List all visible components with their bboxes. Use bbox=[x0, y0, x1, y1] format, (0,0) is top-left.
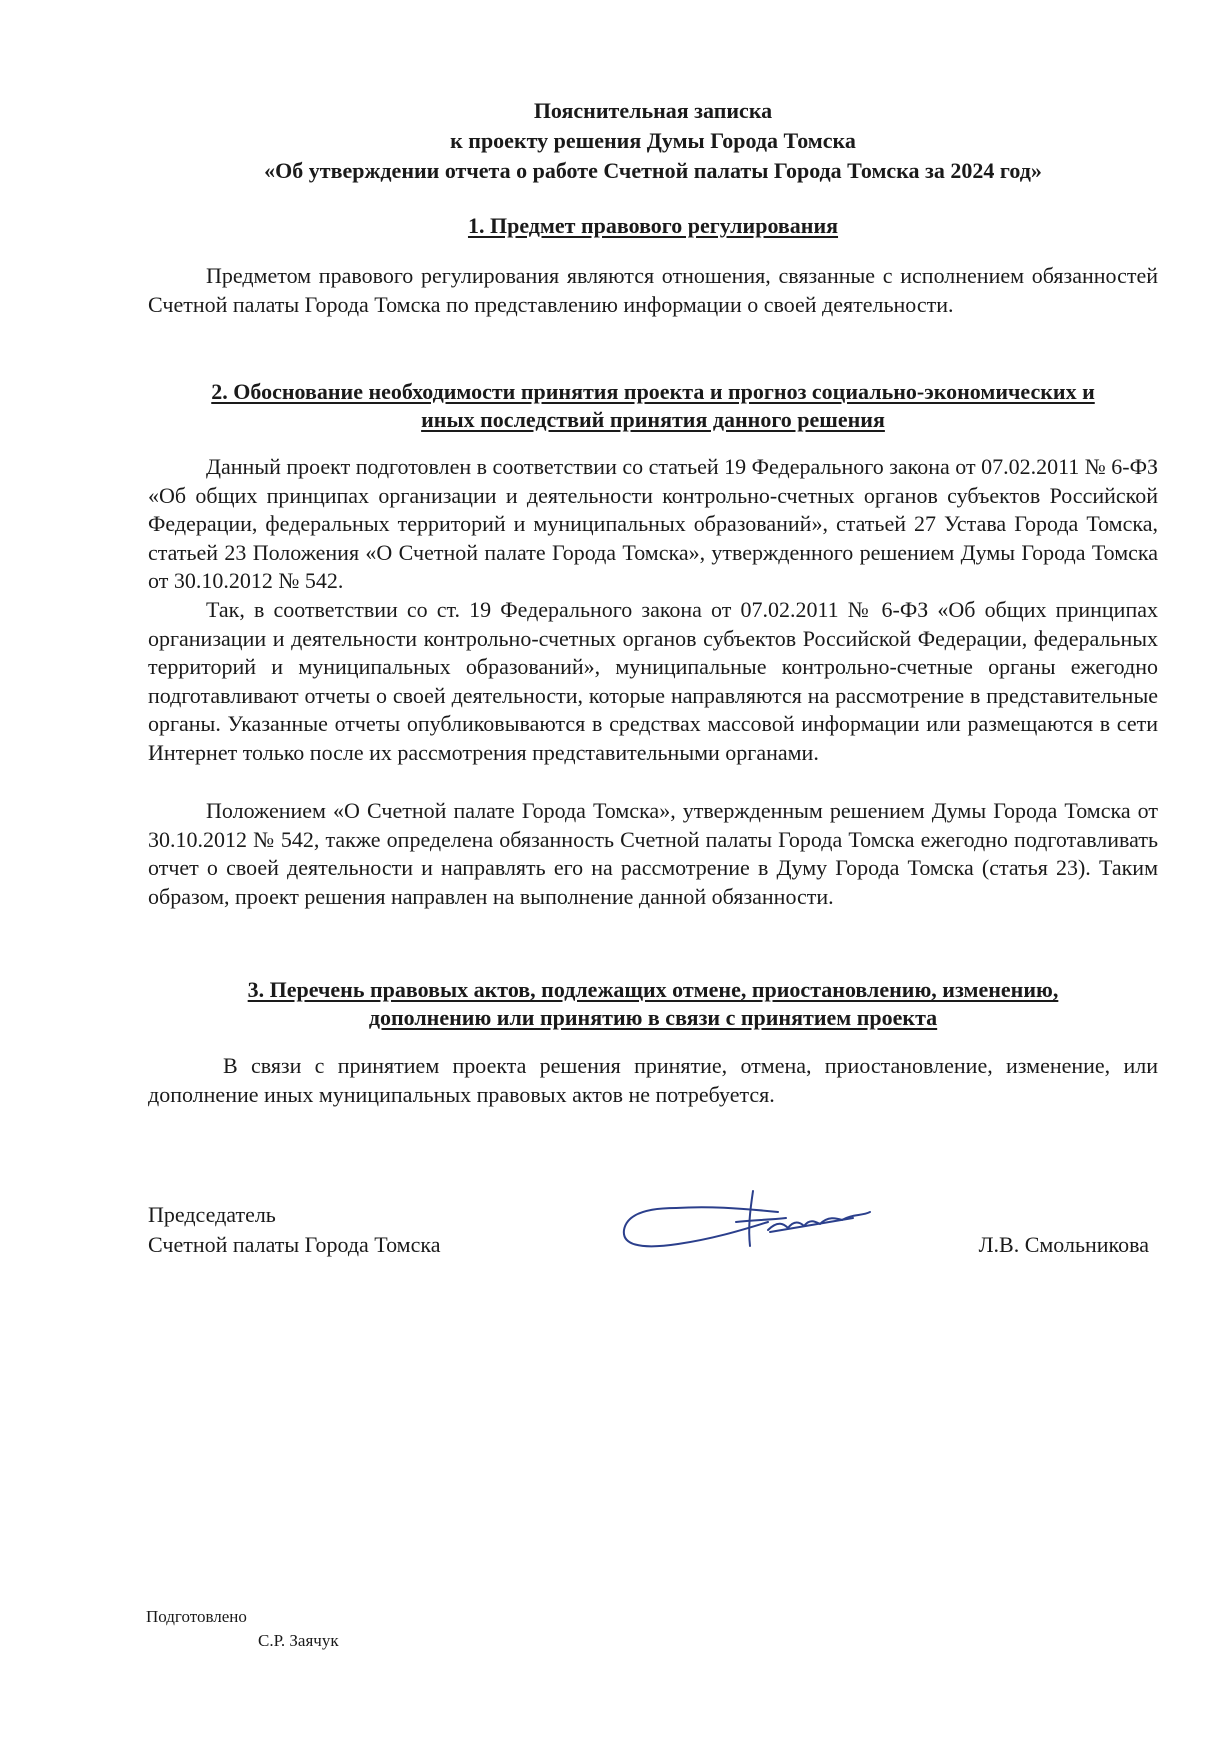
signatory-name: Л.В. Смольникова bbox=[978, 1232, 1149, 1257]
section-2-heading bbox=[148, 378, 1158, 434]
section-2-paragraph-3: Положением «О Счетной палате Города Томска», утвержденным решением Думы Города Томска от 30.10.2012 № 542, также определена обязанность Счетной палаты Города Томска ежегодно подготавливать отчет о своей деятельности и направлять его на рассмотрение в Думу Города Томска (статья 23). Таким образом, проект решения направлен на выполнение данной обязанности. bbox=[148, 798, 1158, 909]
section-2-heading-line-1: 2. Обоснование необходимости принятия проекта и прогноз социально-экономических и bbox=[211, 379, 1095, 404]
document-title bbox=[148, 96, 1158, 186]
signatory-position bbox=[148, 1200, 440, 1260]
section-3-heading bbox=[148, 976, 1158, 1032]
section-2-paragraph-2: Так, в соответствии со ст. 19 Федерального закона от 07.02.2011 № 6-ФЗ «Об общих принципах организации и деятельности контрольно-счетных органов субъектов Российской Федерации, федеральных территорий и муниципальных образований», муниципальные контрольно-счетные органы ежегодно подготавливают отчеты о своей деятельности, которые направляются на рассмотрение в представительные органы. Указанные отчеты опубликовываются в средствах массовой информации или размещаются в сети Интернет только после их рассмотрения представительными органами. bbox=[148, 597, 1158, 765]
handwritten-signature bbox=[618, 1186, 918, 1266]
section-3-heading-line-1: 3. Перечень правовых актов, подлежащих отмене, приостановлению, изменению, bbox=[247, 977, 1059, 1002]
prepared-by bbox=[146, 1605, 339, 1653]
section-3-heading-line-2: дополнению или принятию в связи с принятием проекта bbox=[368, 1005, 938, 1030]
section-2-heading-line-2: иных последствий принятия данного решения bbox=[421, 407, 885, 432]
section-2-paragraph-1: Данный проект подготовлен в соответствии со статьей 19 Федерального закона от 07.02.2011 № 6-ФЗ «Об общих принципах организации и деятельности контрольно-счетных органов субъектов Российской Федерации, федеральных территорий и муниципальных образований», статьей 27 Устава Города Томска, статьей 23 Положения «О Счетной палате Города Томска», утвержденного решением Думы Города Томска от 30.10.2012 № 542. bbox=[148, 454, 1158, 594]
signatory-position-line-1: Председатель bbox=[148, 1202, 276, 1227]
section-3-paragraph-1: В связи с принятием проекта решения принятие, отмена, приостановление, изменение, или дополнение иных муниципальных правовых актов не потребуется. bbox=[148, 1053, 1158, 1107]
title-line-3: «Об утверждении отчета о работе Счетной палаты Города Томска за 2024 год» bbox=[264, 158, 1042, 183]
signatory-position-line-2: Счетной палаты Города Томска bbox=[148, 1232, 441, 1257]
title-line-1: Пояснительная записка bbox=[533, 98, 773, 123]
section-1-heading: 1. Предмет правового регулирования bbox=[467, 213, 839, 238]
prepared-name: С.Р. Заячук bbox=[258, 1631, 339, 1650]
prepared-label: Подготовлено bbox=[146, 1607, 247, 1626]
title-line-2: к проекту решения Думы Города Томска bbox=[450, 128, 856, 153]
section-1-paragraph-1: Предметом правового регулирования являются отношения, связанные с исполнением обязанностей Счетной палаты Города Томска по представлению информации о своей деятельности. bbox=[148, 263, 1158, 317]
